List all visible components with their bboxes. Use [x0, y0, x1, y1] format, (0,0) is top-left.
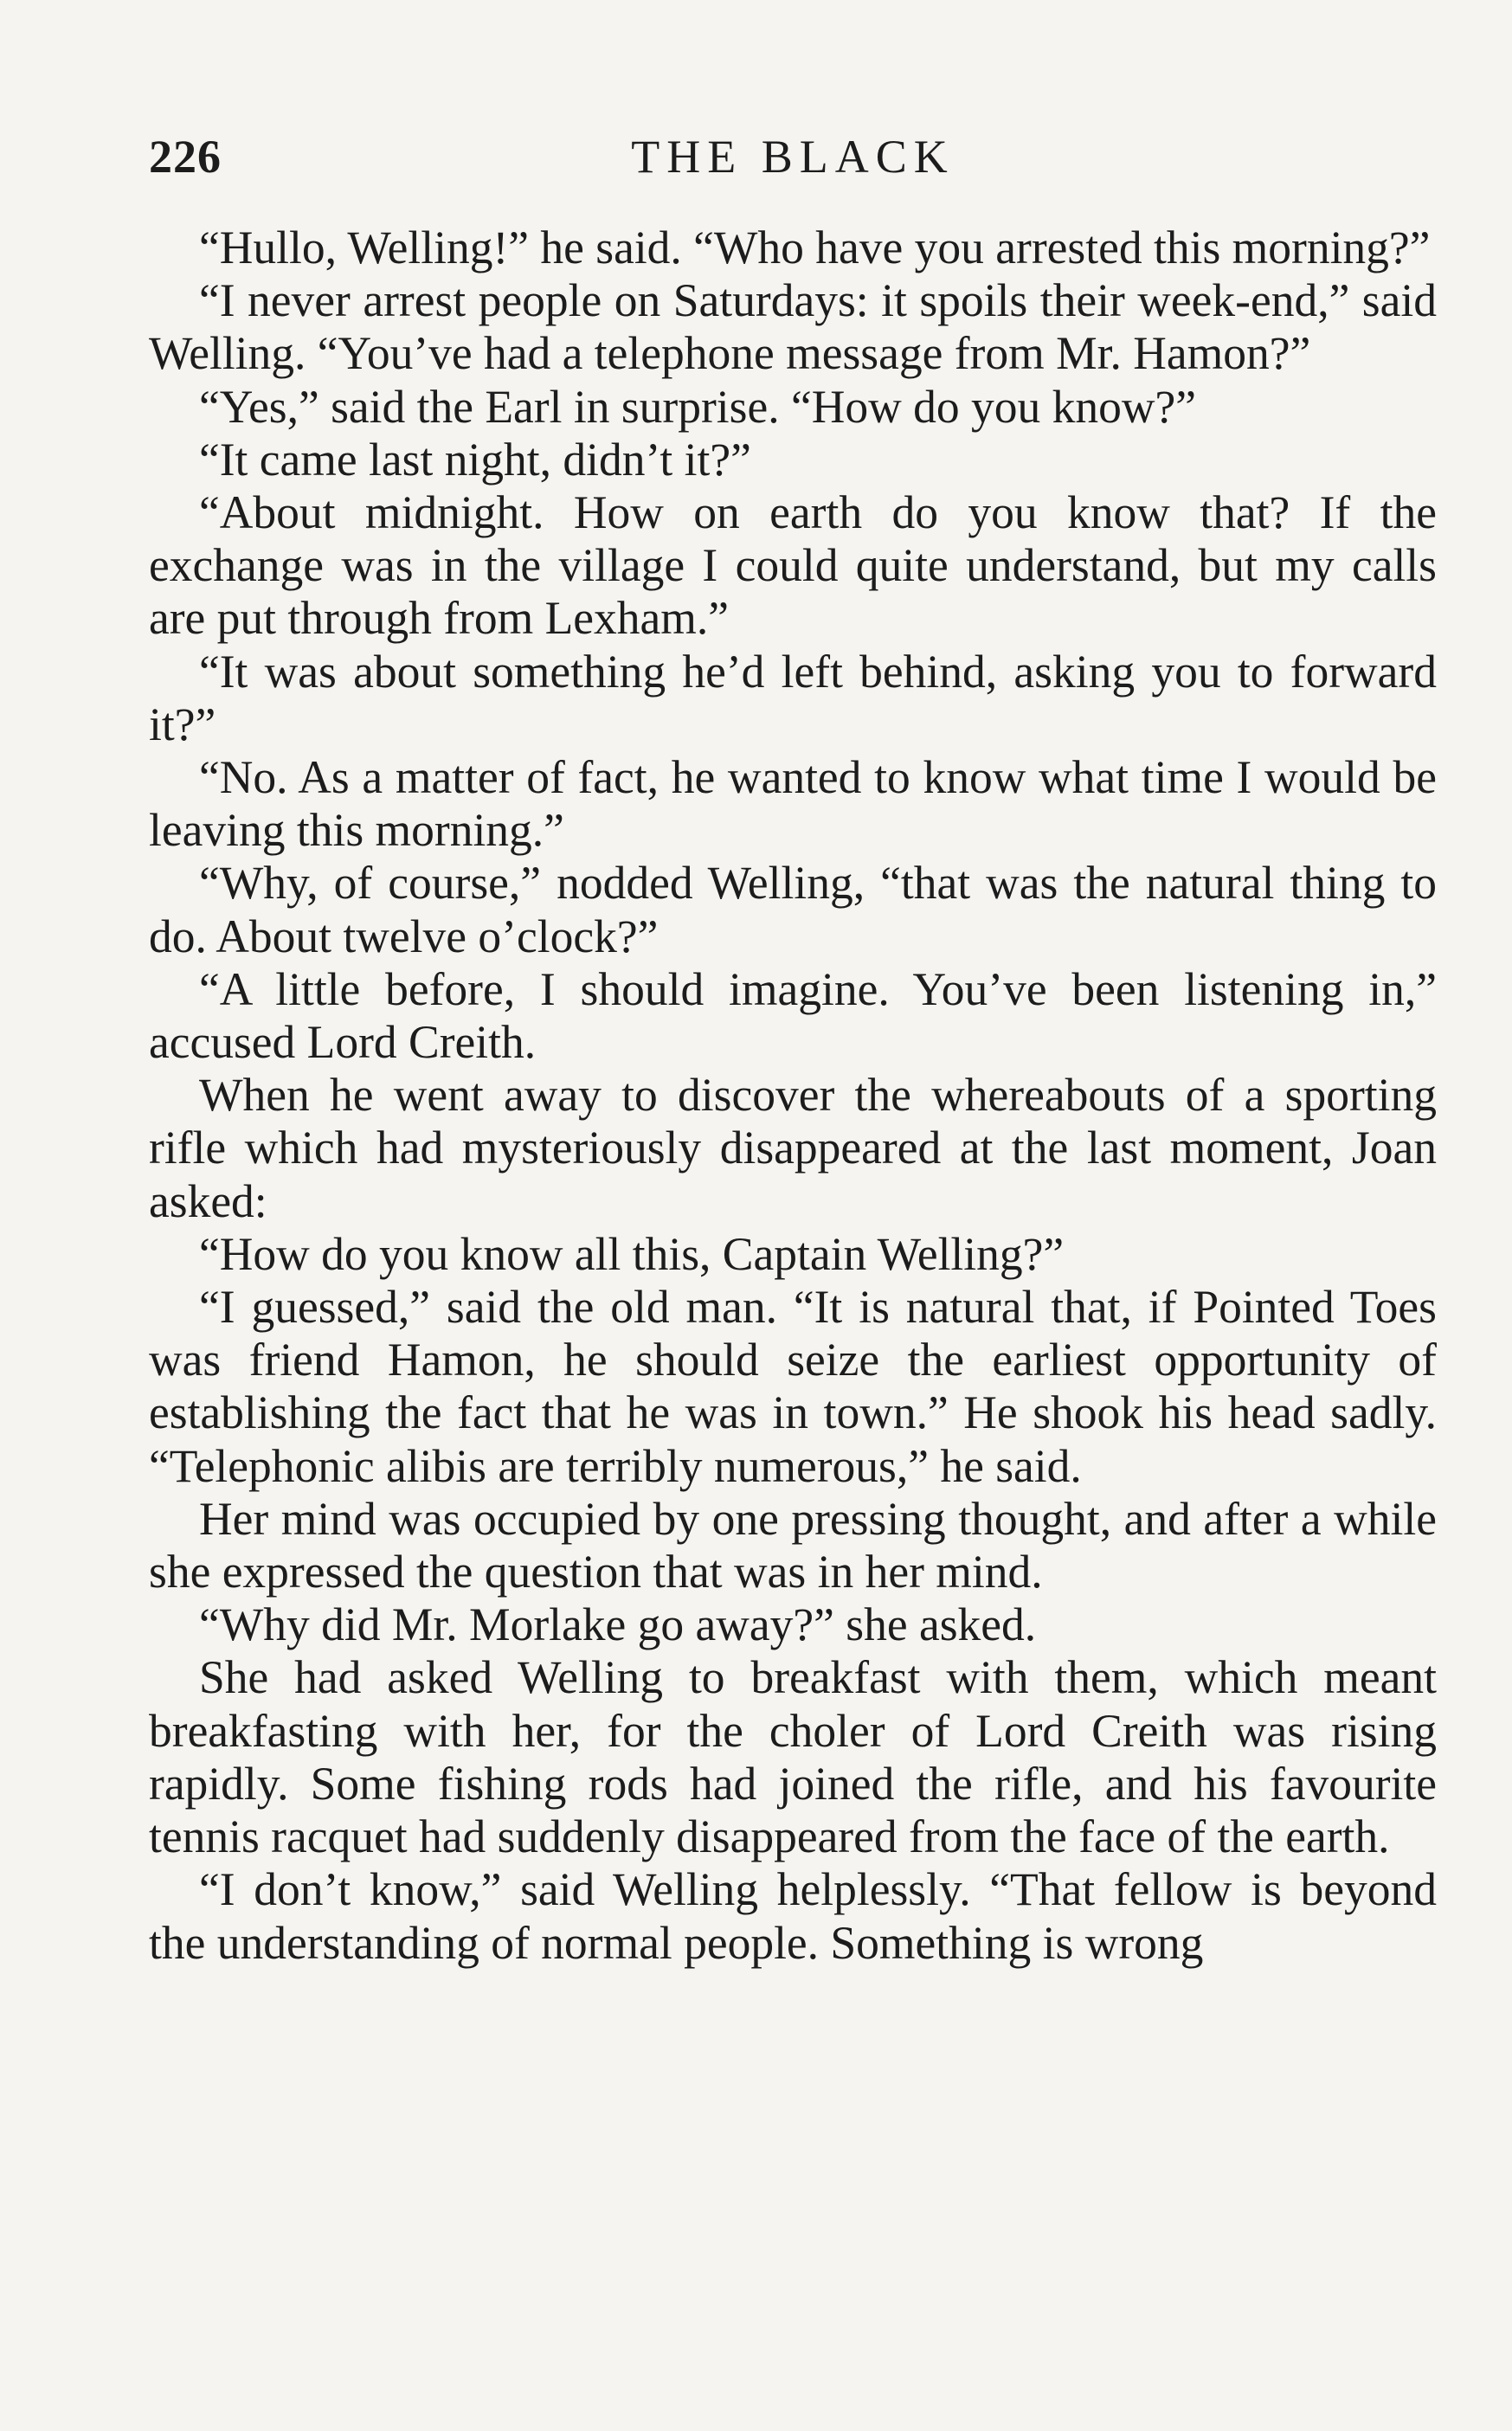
- paragraph: “I never arrest people on Saturdays: it spoils their week-end,” said Welling. “You’ve had a telephone message from Mr. Hamon?”: [149, 274, 1437, 380]
- paragraph: “It was about something he’d left behind, asking you to forward it?”: [149, 645, 1437, 750]
- paragraph: “How do you know all this, Captain Welling?”: [199, 1227, 1065, 1280]
- paragraph: “About midnight. How on earth do you know that? If the exchange was in the village I could quite understand, but my calls are put through from Lexham.”: [149, 486, 1437, 645]
- page-number: 226: [149, 131, 222, 183]
- paragraph: She had asked Welling to breakfast with them, which meant breakfasting with her, for the choler of Lord Creith was rising rapidly. Some fishing rods had joined the rifle, and his favourite tennis racquet had suddenly disappeared from the face of the earth.: [149, 1651, 1437, 1863]
- running-head: THE BLACK: [631, 131, 955, 183]
- paragraph: When he went away to discover the whereabouts of a sporting rifle which had mysteriously disappeared at the last moment, Joan asked:: [149, 1069, 1437, 1227]
- paragraph: “Why did Mr. Morlake go away?” she asked.: [199, 1598, 1037, 1651]
- paragraph: “Hullo, Welling!” he said. “Who have you arrested this morning?”: [199, 222, 1431, 273]
- paragraph: “It came last night, didn’t it?”: [199, 433, 751, 486]
- paragraph: “A little before, I should imagine. You’ve been listening in,” accused Lord Creith.: [149, 962, 1437, 1069]
- paragraph: “I guessed,” said the old man. “It is natural that, if Pointed Toes was friend Hamon, he should seize the earliest opportunity of establishing the fact that he was in town.” He shook his head sadly. “Telephonic alibis are terribly numerous,” he said.: [149, 1281, 1437, 1492]
- paragraph: “No. As a matter of fact, he wanted to know what time I would be leaving this morning.”: [149, 751, 1437, 857]
- page-header: [149, 130, 1437, 190]
- paragraph: “I don’t know,” said Welling helplessly. “That fellow is beyond the understanding of normal people. Something is wrong: [149, 1863, 1437, 1969]
- paragraph: “Why, of course,” nodded Welling, “that was the natural thing to do. About twelve o’clock?”: [149, 857, 1437, 962]
- paragraph: “Yes,” said the Earl in surprise. “How do you know?”: [199, 380, 1197, 433]
- body-text: [149, 222, 1437, 1970]
- paragraph: Her mind was occupied by one pressing thought, and after a while she expressed the question that was in her mind.: [149, 1492, 1437, 1598]
